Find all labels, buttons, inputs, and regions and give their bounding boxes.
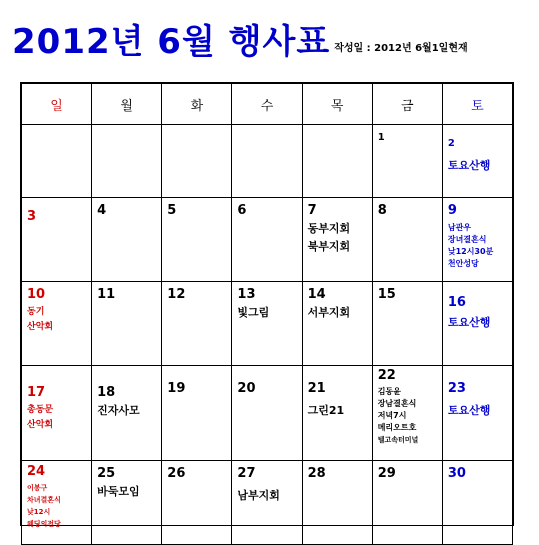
day-number: 16 — [447, 295, 466, 310]
created-date: 작성일 : 2012년 6월1일현재 — [334, 43, 468, 54]
event-text: 이봉구 — [27, 484, 48, 492]
day-number: 12 — [167, 287, 186, 302]
event-text: 천안성당 — [447, 259, 479, 268]
weekday-fri: 금 — [372, 84, 442, 125]
event-text: 저녁7시 — [377, 411, 407, 420]
day-cell — [372, 366, 442, 461]
day-number: 29 — [377, 466, 396, 481]
event-text: 낮12시30분 — [447, 247, 494, 256]
event-text: 토요산행 — [447, 404, 491, 417]
day-cell-empty — [22, 125, 92, 198]
day-number: 21 — [307, 381, 326, 396]
event-text: 웨딩의전당 — [27, 520, 61, 528]
day-cell-empty — [162, 125, 232, 198]
day-cell — [442, 125, 512, 198]
weekday-mon: 월 — [92, 84, 162, 125]
weekday-tue: 화 — [162, 84, 232, 125]
day-number: 17 — [27, 385, 46, 400]
day-number: 5 — [167, 203, 177, 218]
event-text: 장남결혼식 — [377, 399, 417, 408]
day-cell — [442, 366, 512, 461]
day-number: 24 — [27, 464, 46, 479]
weekday-header-row — [22, 84, 513, 125]
day-number: 8 — [377, 203, 387, 218]
event-text: 빛그림 — [237, 306, 270, 319]
event-text: 동기 — [27, 307, 45, 317]
day-cell — [372, 282, 442, 366]
event-text: 김동윤 — [377, 387, 401, 396]
day-cell — [162, 366, 232, 461]
day-number: 7 — [307, 203, 317, 218]
day-cell — [232, 282, 302, 366]
day-cell — [232, 366, 302, 461]
event-text: 메리오트호 — [377, 423, 417, 432]
event-text: 남부지회 — [237, 489, 280, 502]
event-text: 북부지회 — [307, 240, 351, 253]
calendar — [20, 82, 514, 526]
day-cell — [372, 125, 442, 198]
event-text: 토요산행 — [447, 159, 491, 172]
day-cell-empty — [92, 125, 162, 198]
day-cell — [22, 282, 92, 366]
day-number: 3 — [27, 209, 37, 224]
day-number: 27 — [237, 466, 256, 481]
day-cell — [232, 198, 302, 282]
day-cell-empty — [302, 125, 372, 198]
event-text: 총동문 — [27, 405, 54, 415]
event-text: 토요산행 — [447, 316, 491, 329]
day-cell — [372, 198, 442, 282]
day-cell — [22, 198, 92, 282]
day-cell — [302, 282, 372, 366]
page-header — [12, 12, 468, 62]
day-number: 18 — [97, 385, 116, 400]
day-cell — [302, 366, 372, 461]
day-number: 1 — [377, 132, 385, 143]
day-number: 14 — [307, 287, 326, 302]
day-number: 4 — [97, 203, 107, 218]
day-number: 9 — [447, 203, 457, 218]
event-text: 바둑모임 — [97, 485, 140, 498]
day-number: 22 — [377, 368, 396, 383]
day-cell — [22, 366, 92, 461]
day-number: 26 — [167, 466, 186, 481]
weekday-thu: 목 — [302, 84, 372, 125]
weekday-sun: 일 — [22, 84, 92, 125]
day-number: 28 — [307, 466, 326, 481]
day-cell — [92, 282, 162, 366]
day-cell-empty — [232, 125, 302, 198]
day-number: 6 — [237, 203, 247, 218]
day-cell — [92, 366, 162, 461]
day-number: 20 — [237, 381, 256, 396]
day-number: 15 — [377, 287, 396, 302]
weekday-sat: 토 — [442, 84, 512, 125]
event-text: 서부지회 — [307, 306, 351, 319]
weekday-wed: 수 — [232, 84, 302, 125]
page-title: 2012년 6월 행사표 — [12, 22, 331, 62]
day-cell — [442, 282, 512, 366]
day-number: 2 — [447, 138, 455, 149]
event-text: 진자사모 — [97, 404, 140, 417]
event-text: 장녀결혼식 — [447, 235, 487, 244]
day-number: 23 — [447, 381, 466, 396]
event-text: 낮12시 — [27, 508, 51, 516]
event-text: 동부지회 — [307, 222, 351, 235]
calendar-table — [21, 83, 513, 545]
event-text: 산악회 — [27, 322, 54, 332]
day-number: 10 — [27, 287, 46, 302]
event-text: 텔고속터미널 — [377, 436, 419, 444]
event-text: 차녀결혼식 — [27, 496, 61, 504]
day-number: 19 — [167, 381, 186, 396]
week-row — [22, 198, 513, 282]
day-cell — [92, 198, 162, 282]
week-row — [22, 366, 513, 461]
week-row — [22, 282, 513, 366]
day-number: 25 — [97, 466, 116, 481]
day-number: 11 — [97, 287, 116, 302]
day-cell — [302, 198, 372, 282]
event-text: 그린21 — [307, 404, 345, 417]
day-number: 30 — [447, 466, 466, 481]
event-text: 산악회 — [27, 420, 54, 430]
day-cell — [162, 198, 232, 282]
week-row — [22, 125, 513, 198]
day-cell — [442, 198, 512, 282]
event-text: 남관우 — [447, 223, 472, 232]
day-number: 13 — [237, 287, 256, 302]
day-cell — [162, 282, 232, 366]
